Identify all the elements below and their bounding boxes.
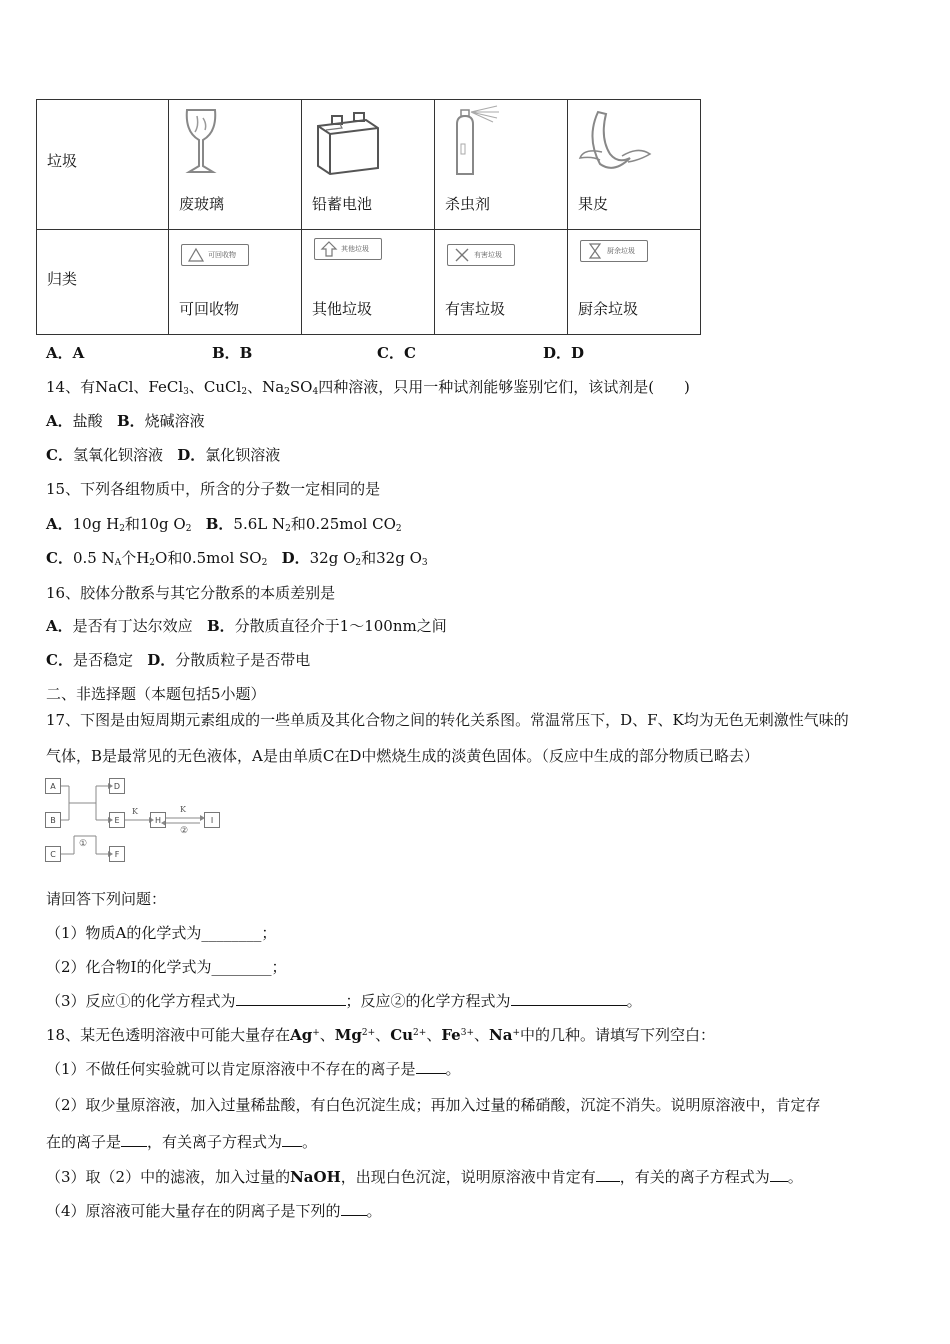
label-k2: K: [180, 805, 186, 814]
node-a: A: [45, 778, 61, 794]
q18-part2-line1: （2）取少量原溶液，加入过量稀盐酸，有白色沉淀生成；再加入过量的稀硝酸，沉淀不消失。说明原溶液中，肯定存: [46, 1096, 821, 1114]
q15-options-ab: A．10g $H_2$和10g $O_2$ B．5.6L $N_2$和0.25mol $CO_2$: [46, 515, 402, 534]
q18-part3: （3）取（2）中的滤液，加入过量的NaOH，出现白色沉淀，说明原溶液中肯定有 ，有关的离子方程式为 。: [46, 1168, 803, 1186]
q17-line2: 气体，B是最常见的无色液体，A是由单质C在D中燃烧生成的淡黄色固体。（反应中生成的部分物质已略去）: [46, 747, 759, 765]
category-cell-recyclable: [169, 230, 302, 335]
item-name-spray: 杀虫剂: [445, 195, 491, 213]
category-recyclable: 可回收物: [179, 300, 240, 318]
item-name-peel: 果皮: [578, 195, 609, 213]
hazardous-sign: [447, 244, 515, 266]
category-hazardous: 有害垃圾: [445, 300, 506, 318]
waste-table: [36, 99, 701, 335]
node-e: E: [109, 812, 125, 828]
node-h: H: [150, 812, 166, 828]
answer-blank[interactable]: [121, 1134, 147, 1147]
q18-stem: 18、某无色透明溶液中可能大量存在Ag+、$Mg^{2+}$、$Cu^{2+}$、$Fe^{3+}$、Na+中的几种。请填写下列空白：: [46, 1026, 716, 1044]
wine-glass-icon: [181, 106, 221, 178]
q18-part2-line2: 在的离子是 ，有关离子方程式为 。: [46, 1133, 318, 1151]
item-name-battery: 铅蓄电池: [312, 195, 373, 213]
row1-label: 垃圾: [47, 152, 78, 170]
item-cell-spray: [435, 100, 568, 230]
node-d: D: [109, 778, 125, 794]
battery-icon: [312, 108, 382, 176]
node-f: F: [109, 846, 125, 862]
node-i: I: [204, 812, 220, 828]
q16-options-ab: A．是否有丁达尔效应 B．分散质直径介于1～100nm之间: [46, 617, 447, 635]
answer-blank[interactable]: [341, 1203, 367, 1216]
hazardous-sign-text: 有害垃圾: [474, 251, 502, 259]
other-waste-sign-text: 其他垃圾: [341, 245, 369, 253]
q17-prompt: 请回答下列问题：: [46, 890, 167, 908]
q18-part4: （4）原溶液可能大量存在的阴离子是下列的 。: [46, 1202, 382, 1220]
diagram-connectors: [44, 776, 224, 866]
label-k1: K: [132, 807, 138, 816]
answer-blank[interactable]: [596, 1169, 620, 1182]
label-reaction-2: ②: [180, 826, 189, 836]
q13-option-a: A．A: [46, 344, 85, 362]
q16-options-cd: C．是否稳定 D．分散质粒子是否带电: [46, 651, 311, 669]
row2-label-cell: [37, 230, 169, 335]
kitchen-waste-sign-text: 厨余垃圾: [607, 247, 635, 255]
answer-blank[interactable]: [511, 993, 627, 1006]
recyclable-sign: [181, 244, 249, 266]
category-other: 其他垃圾: [312, 300, 373, 318]
recyclable-sign-text: 可回收物: [208, 251, 236, 259]
q13-option-d: D．D: [543, 344, 585, 362]
reaction-diagram: [44, 776, 224, 866]
row2-label: 归类: [47, 270, 78, 288]
node-c: C: [45, 846, 61, 862]
recycle-icon: [187, 247, 205, 263]
hazard-cross-icon: [453, 247, 471, 263]
item-cell-peel: [568, 100, 701, 230]
q14-options-ab: A．盐酸 B．烧碱溶液: [46, 412, 205, 430]
q17-line1: 17、下图是由短周期元素组成的一些单质及其化合物之间的转化关系图。常温常压下，D、F、K均为无色无刺激性气味的: [46, 711, 849, 729]
kitchen-waste-sign: [580, 240, 648, 262]
q15-options-cd: C．0.5 $N_A$个$H_2O$和0.5mol $SO_2$ D．32g $O_2$和32g $O_3$: [46, 549, 428, 568]
q13-option-c: C．C: [377, 344, 416, 362]
other-waste-icon: [320, 241, 338, 257]
node-b: B: [45, 812, 61, 828]
q17-part2: （2）化合物I的化学式为________；: [46, 958, 287, 976]
item-cell-glass: [169, 100, 302, 230]
category-cell-hazardous: [435, 230, 568, 335]
category-cell-kitchen: [568, 230, 701, 335]
q18-part1: （1）不做任何实验就可以肯定原溶液中不存在的离子是 。: [46, 1060, 461, 1078]
banana-peel-icon: [578, 108, 654, 178]
section-heading: 二、非选择题（本题包括5小题）: [46, 685, 266, 703]
item-cell-battery: [302, 100, 435, 230]
q15-stem: 15、下列各组物质中，所含的分子数一定相同的是: [46, 480, 381, 498]
q13-option-b: B．B: [212, 344, 253, 362]
q14-options-cd: C．氢氧化钡溶液 D．氯化钡溶液: [46, 446, 281, 464]
answer-blank[interactable]: [770, 1169, 788, 1182]
answer-blank[interactable]: [236, 993, 346, 1006]
category-cell-other: [302, 230, 435, 335]
row1-label-cell: [37, 100, 169, 230]
label-reaction-1: ①: [79, 839, 88, 849]
category-kitchen: 厨余垃圾: [578, 300, 639, 318]
spray-can-icon: [447, 104, 503, 178]
q17-part1: （1）物质A的化学式为________；: [46, 924, 277, 942]
q17-part3: （3）反应①的化学方程式为 ；反应②的化学方程式为 。: [46, 992, 642, 1010]
item-name-glass: 废玻璃: [179, 195, 225, 213]
answer-blank[interactable]: [282, 1134, 302, 1147]
q16-stem: 16、胶体分散系与其它分散系的本质差别是: [46, 584, 336, 602]
q14-stem: 14、有NaCl、FeCl$_3$、CuCl$_2$、$Na_2SO_4$四种溶液，只用一种试剂能够鉴别它们，该试剂是( ): [46, 378, 690, 397]
other-waste-sign: [314, 238, 382, 260]
hourglass-icon: [586, 243, 604, 259]
answer-blank[interactable]: [416, 1061, 446, 1074]
